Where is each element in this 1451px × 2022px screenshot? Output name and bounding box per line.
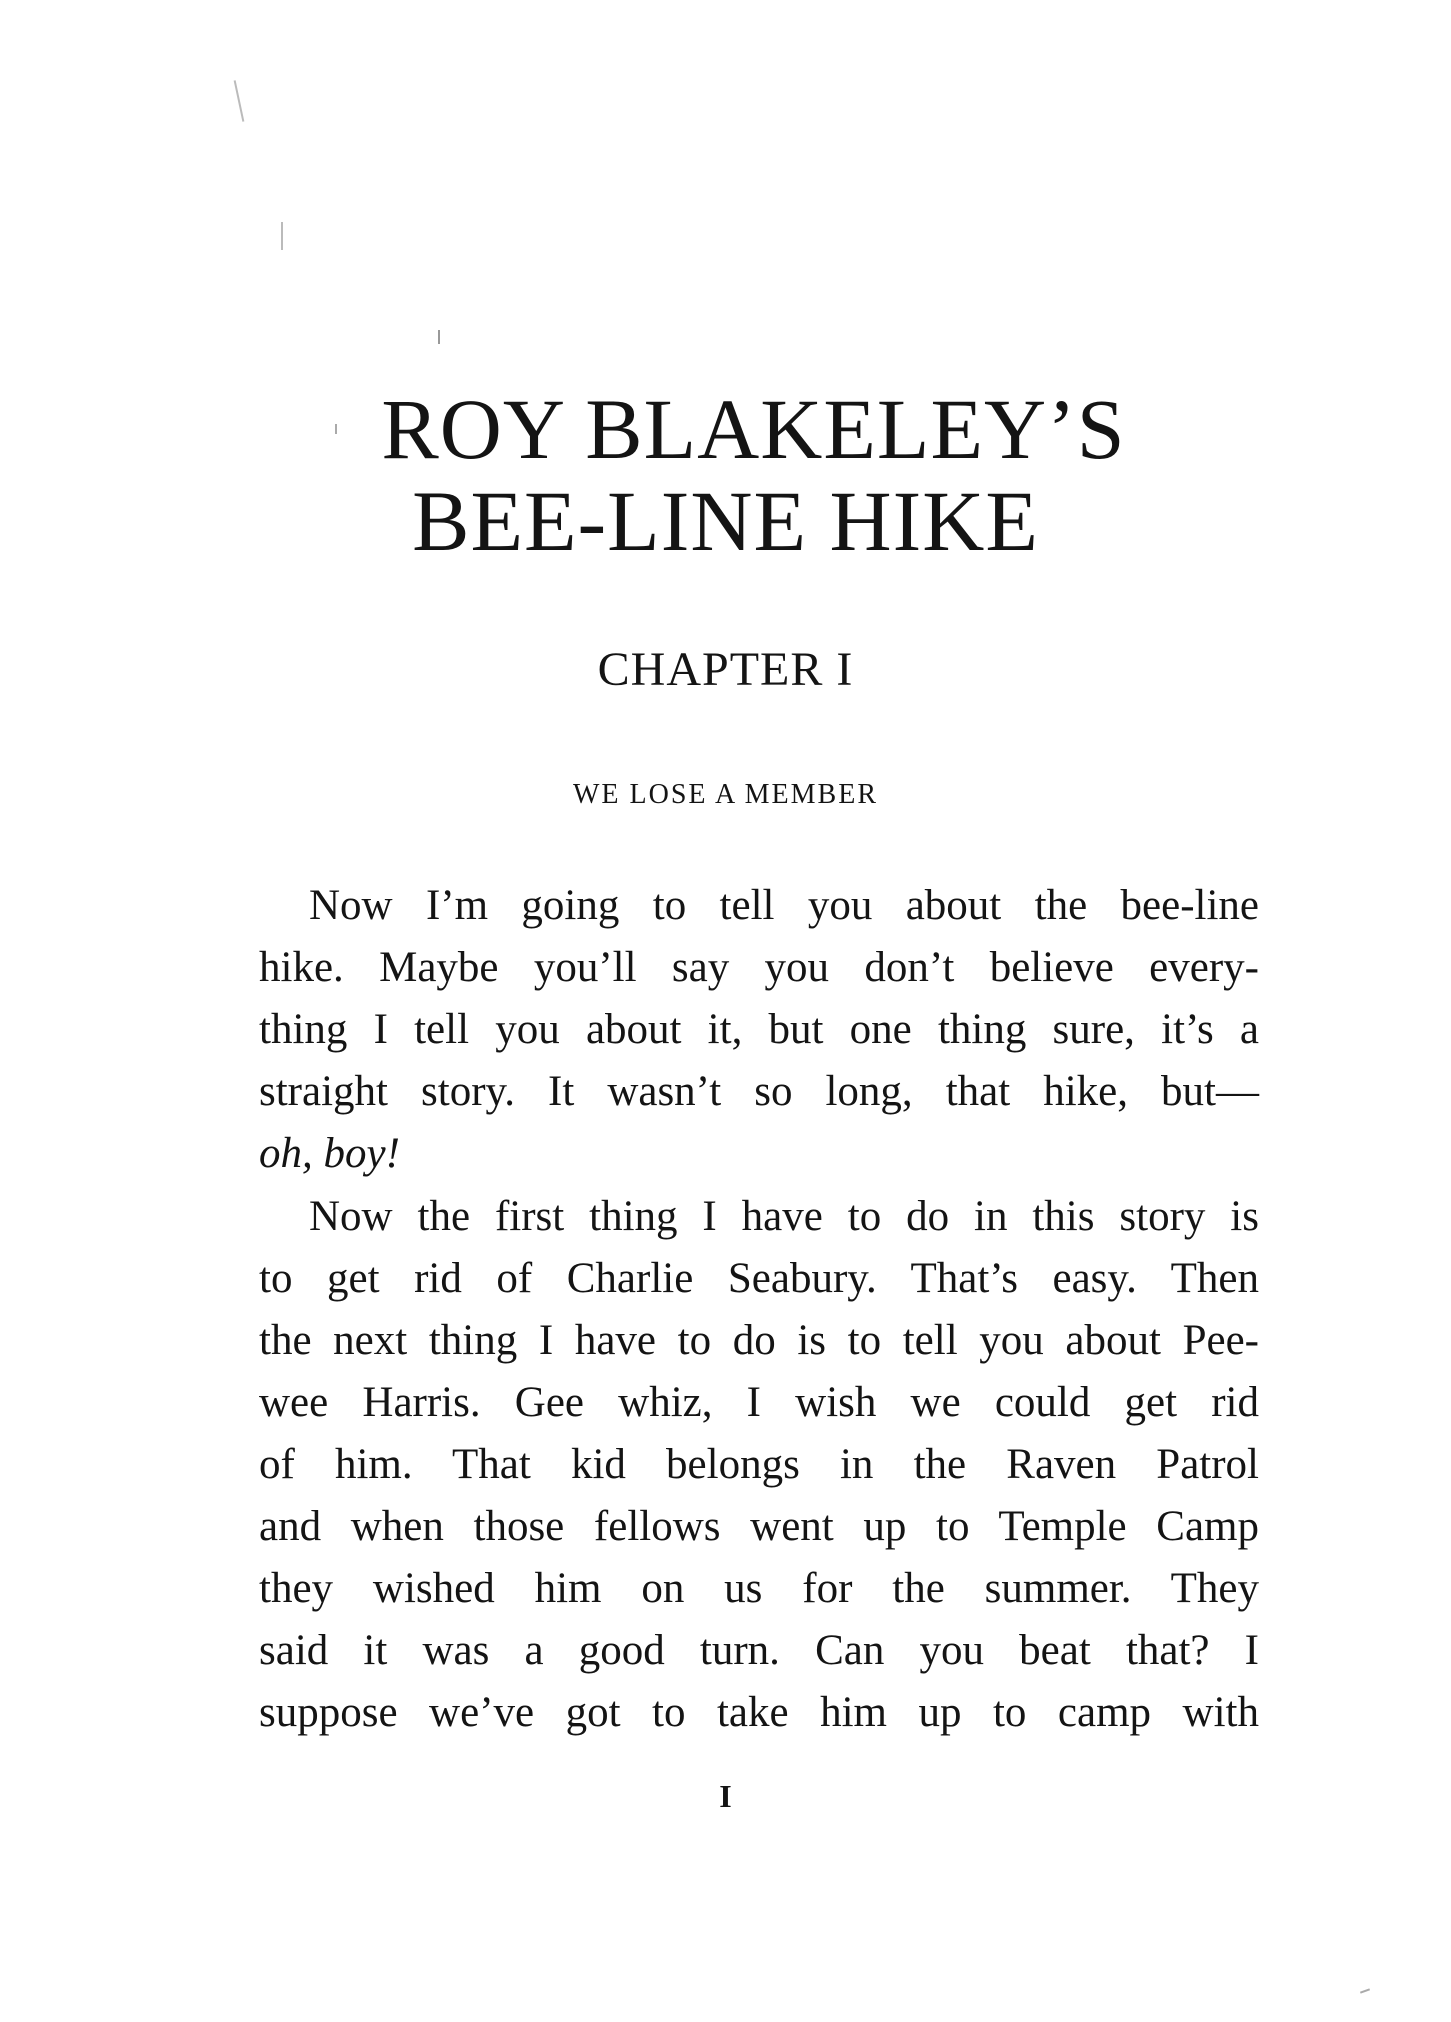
chapter-subtitle: WE LOSE A MEMBER	[572, 779, 878, 810]
scan-speck	[234, 80, 245, 121]
body-line-2: hike. Maybe you’ll say you don’t believe every-	[259, 944, 1259, 991]
scan-speck	[335, 424, 337, 434]
body-line-1: Now I’m going to tell you about the bee-line	[309, 882, 1259, 929]
body-line-11: and when those fellows went up to Temple Camp	[259, 1503, 1259, 1550]
body-line-7: to get rid of Charlie Seabury. That’s easy. Then	[259, 1255, 1259, 1302]
body-line-3: thing I tell you about it, but one thing sure, it’s a	[259, 1006, 1259, 1053]
body-line-8: the next thing I have to do is to tell you about Pee-	[259, 1317, 1259, 1364]
body-line-5-italic: oh, boy!	[259, 1130, 400, 1177]
book-title-line-2: BEE-LINE HIKE	[412, 473, 1039, 569]
body-line-14: suppose we’ve got to take him up to camp with	[259, 1689, 1259, 1736]
book-title-line-1: ROY BLAKELEY’S	[381, 381, 1126, 477]
scan-speck	[281, 222, 283, 250]
page-number: I	[719, 1778, 732, 1814]
scan-speck	[438, 330, 440, 344]
body-line-9: wee Harris. Gee whiz, I wish we could get rid	[259, 1379, 1259, 1426]
body-line-12: they wished him on us for the summer. They	[259, 1565, 1259, 1612]
body-line-4: straight story. It wasn’t so long, that hike, but—	[259, 1068, 1259, 1115]
chapter-heading: CHAPTER I	[597, 643, 854, 696]
body-line-5	[259, 1130, 1259, 1178]
body-line-13: said it was a good turn. Can you beat that? I	[259, 1627, 1259, 1674]
body-line-10: of him. That kid belongs in the Raven Patrol	[259, 1441, 1259, 1488]
body-line-6: Now the first thing I have to do in this story is	[309, 1193, 1259, 1240]
scan-speck	[1360, 1988, 1370, 1993]
